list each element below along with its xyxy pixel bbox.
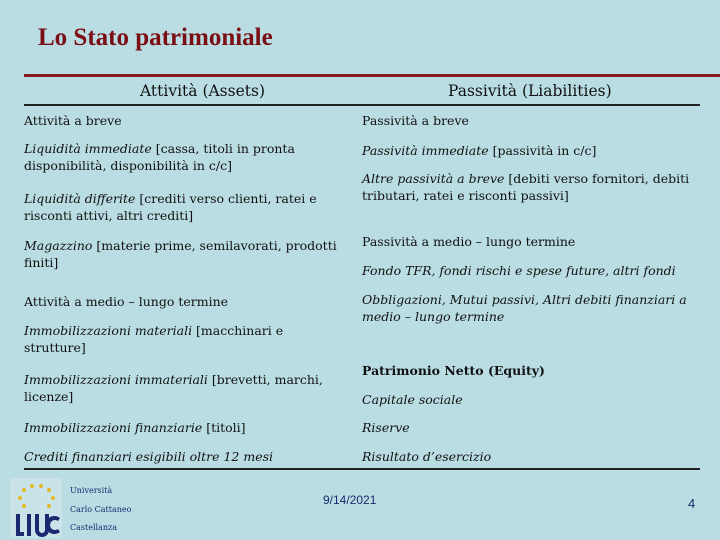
tangible-assets-item xyxy=(24,322,344,356)
table-bottom-divider xyxy=(24,468,700,470)
liquid-immediate-item xyxy=(24,140,344,174)
liquid-deferred-desc: [crediti verso clienti, ratei e risconti attivi, altri crediti] xyxy=(24,191,317,223)
financial-assets-desc: [titoli] xyxy=(202,420,246,435)
university-name-line1: Università xyxy=(70,486,113,495)
liquid-deferred-term: Liquidità differite xyxy=(24,191,136,206)
liquid-deferred-item xyxy=(24,190,344,224)
intangible-assets-desc: [brevetti, marchi, licenze] xyxy=(24,372,323,404)
inventory-term: Magazzino xyxy=(24,238,93,253)
liquid-immediate-desc: [cassa, titoli in pronta disponibilità, disponibilità in c/c] xyxy=(24,141,295,173)
tangible-assets-desc: [macchinari e strutture] xyxy=(24,323,284,355)
inventory-item xyxy=(24,237,344,271)
liabilities-short-term-heading: Passività a breve xyxy=(362,113,469,128)
long-term-credits-item: Crediti finanziari esigibili oltre 12 mesi xyxy=(24,449,274,464)
bonds-item: Obbligazioni, Mutui passivi, Altri debiti finanziari a medio – lungo termine xyxy=(362,292,687,324)
header-divider xyxy=(24,104,700,106)
intangible-assets-item xyxy=(24,371,344,405)
immediate-liabilities-item xyxy=(362,142,702,159)
liabilities-long-term-heading: Passività a medio – lungo termine xyxy=(362,234,576,249)
university-name-line2: Carlo Cattaneo xyxy=(70,505,132,514)
immediate-liabilities-term: Passività immediate xyxy=(362,143,489,158)
inventory-desc: [materie prime, semilavorati, prodotti finiti] xyxy=(24,238,337,270)
assets-short-term-heading: Attività a breve xyxy=(24,113,122,128)
page-number: 4 xyxy=(688,496,696,511)
intangible-assets-term: Immobilizzazioni immateriali xyxy=(24,372,208,387)
footer-date: 9/14/2021 xyxy=(323,493,377,507)
liuc-logo-icon xyxy=(10,478,62,538)
financial-assets-item xyxy=(24,419,344,436)
share-capital-item: Capitale sociale xyxy=(362,392,463,407)
financial-assets-term: Immobilizzazioni finanziarie xyxy=(24,420,203,435)
tfr-funds-item: Fondo TFR, fondi rischi e spese future, altri fondi xyxy=(362,263,676,278)
title-divider xyxy=(24,74,720,77)
other-short-liabilities-item xyxy=(362,170,702,204)
assets-header: Attività (Assets) xyxy=(140,82,265,100)
reserves-item: Riserve xyxy=(362,420,410,435)
slide-title: Lo Stato patrimoniale xyxy=(38,24,273,51)
immediate-liabilities-desc: [passività in c/c] xyxy=(488,143,597,158)
net-result-item: Risultato d’esercizio xyxy=(362,449,492,464)
other-short-liabilities-term: Altre passività a breve xyxy=(362,171,505,186)
assets-long-term-heading: Attività a medio – lungo termine xyxy=(24,294,229,309)
liquid-immediate-term: Liquidità immediate xyxy=(24,141,152,156)
tangible-assets-term: Immobilizzazioni materiali xyxy=(24,323,193,338)
liabilities-header: Passività (Liabilities) xyxy=(448,82,612,100)
university-name-line3: Castellanza xyxy=(70,523,117,532)
other-short-liabilities-desc: [debiti verso fornitori, debiti tributari, ratei e risconti passivi] xyxy=(362,171,690,203)
equity-heading: Patrimonio Netto (Equity) xyxy=(362,363,545,378)
